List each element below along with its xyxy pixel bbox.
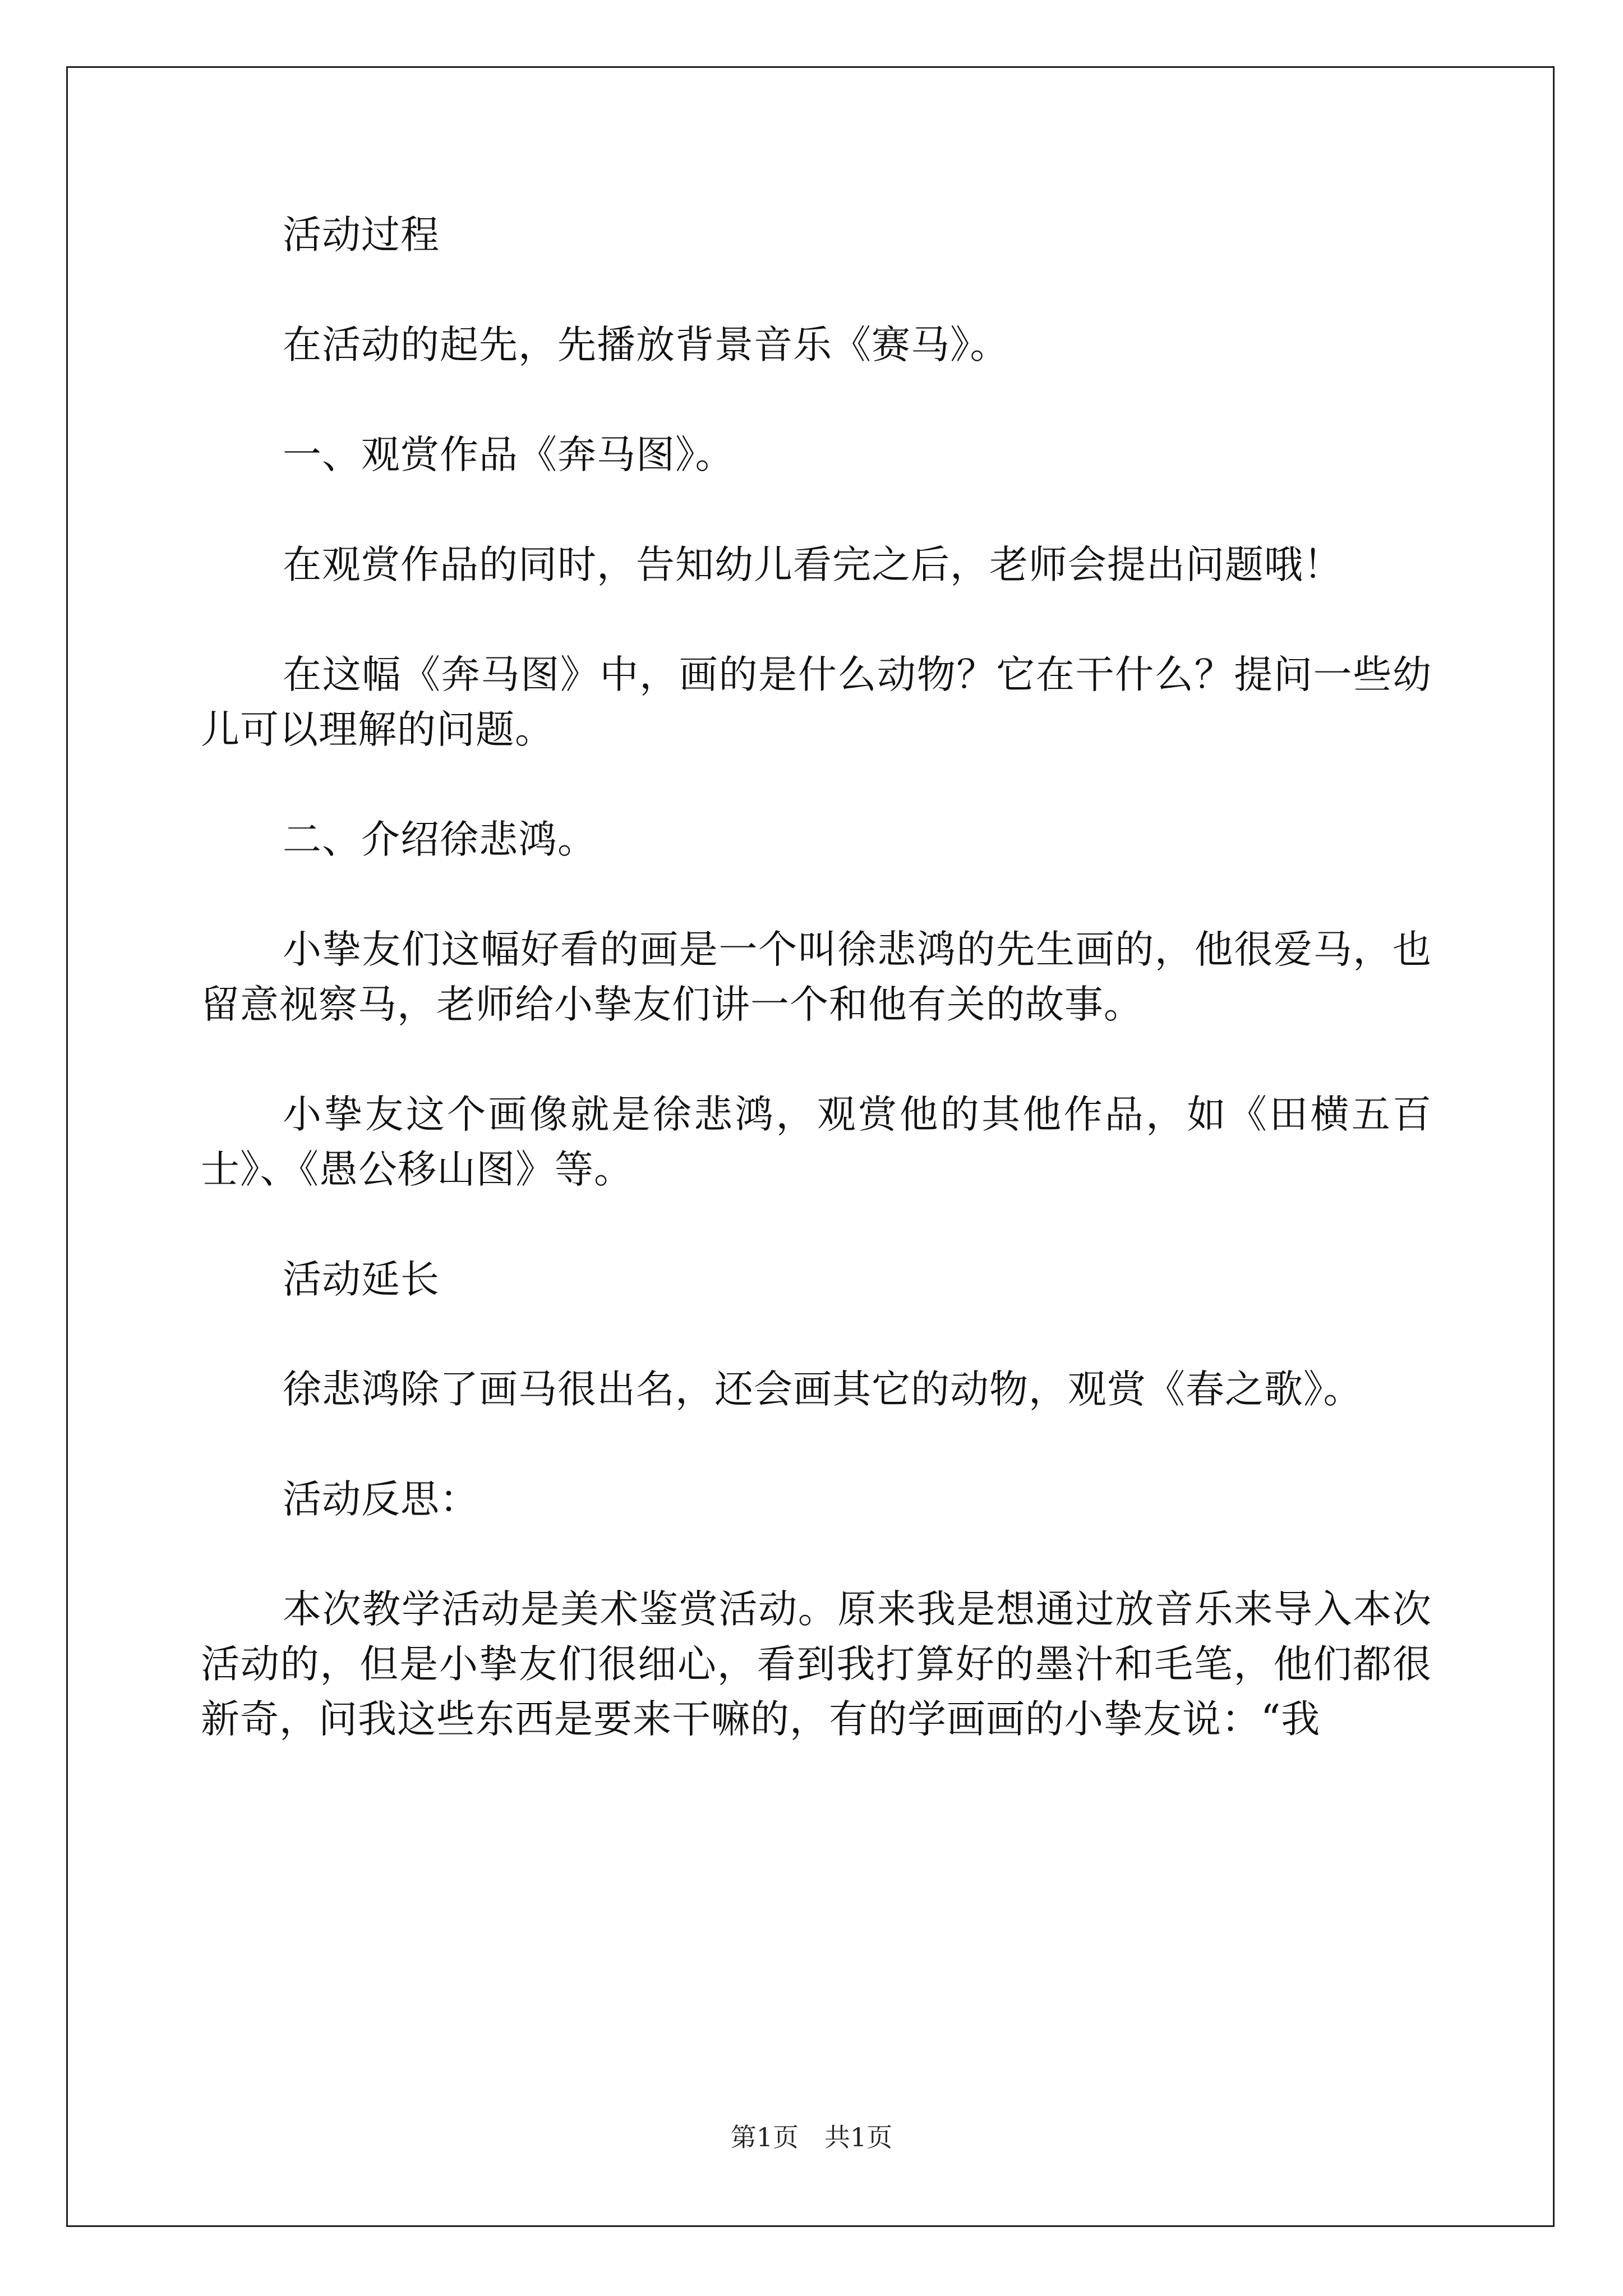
paragraph: 小挚友这个画像就是徐悲鸿，观赏他的其他作品，如《田横五百士》、《愚公移山图》等。: [201, 1092, 1432, 1192]
paragraph: 在活动的起先，先播放背景音乐《赛马》。: [283, 323, 1009, 367]
paragraph: 徐悲鸿除了画马很出名，还会画其它的动物，观赏《春之歌》。: [283, 1367, 1363, 1412]
heading-activity-extension: 活动延长: [283, 1257, 440, 1302]
paragraph: 本次教学活动是美术鉴赏活动。原来我是想通过放音乐来导入本次活动的，但是小挚友们很细心，看到我打算好的墨汁和毛笔，他们都很新奇，问我这些东西是要来干嘛的，有的学画画的小挚友说：“我: [201, 1587, 1432, 1742]
heading-activity-reflection: 活动反思：: [283, 1477, 479, 1522]
paragraph: 在这幅《奔马图》中，画的是什么动物？它在干什么？提问一些幼儿可以理解的问题。: [201, 652, 1432, 752]
paragraph: 小挚友们这幅好看的画是一个叫徐悲鸿的先生画的，他很爱马，也留意视察马，老师给小挚友们讲一个和他有关的故事。: [201, 927, 1432, 1027]
heading-activity-process: 活动过程: [283, 213, 440, 257]
document-body: [201, 208, 1432, 1802]
section-heading-1: 一、观赏作品《奔马图》。: [283, 432, 735, 477]
paragraph: 在观赏作品的同时，告知幼儿看完之后，老师会提出问题哦！: [283, 542, 1343, 587]
page-number-footer: 第1页 共1页: [730, 2122, 893, 2152]
section-heading-2: 二、介绍徐悲鸿。: [283, 817, 597, 862]
